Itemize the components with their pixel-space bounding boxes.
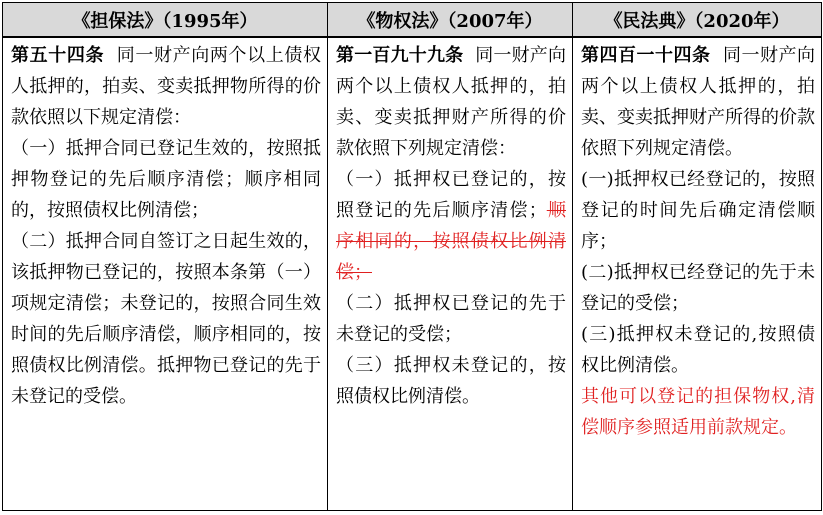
minfadian-added-paragraph: 其他可以登记的担保物权,清偿顺序参照适用前款规定。	[581, 386, 815, 438]
header-minfadian: 《民法典》（2020年）	[573, 3, 822, 38]
law-comparison-table	[2, 2, 822, 511]
danbaofa-intro-text: 同一财产向两个以上债权人抵押的，拍卖、变卖抵押物所得的价款依照以下规定清偿：	[11, 45, 321, 128]
danbaofa-article-title: 第五十四条	[11, 45, 105, 66]
wuquanfa-article-title: 第一百九十九条	[336, 45, 464, 66]
danbaofa-intro	[11, 40, 321, 133]
cell-wuquanfa	[328, 37, 573, 511]
minfadian-item-3: (三)抵押权未登记的,按照债权比例清偿。	[581, 324, 815, 376]
comparison-page	[2, 2, 821, 511]
danbaofa-item-2: （二）抵押合同自签订之日起生效的，该抵押物已登记的，按照本条第（一）项规定清偿；未登记的，按照合同生效时间的先后顺序清偿，顺序相同的，按照债权比例清偿。抵押物已登记的先于未登记的受偿。	[11, 231, 321, 407]
wuquanfa-intro	[336, 40, 566, 164]
wuquanfa-item-1	[336, 164, 566, 288]
wuquanfa-item-2: （二）抵押权已登记的先于未登记的受偿；	[336, 293, 566, 345]
minfadian-item-2: (二)抵押权已经登记的先于未登记的受偿；	[581, 262, 815, 314]
content-row	[3, 37, 822, 511]
wuquanfa-item-1-kept: （一）抵押权已登记的，按照登记的先后顺序清偿；	[336, 169, 566, 221]
minfadian-intro-text: 同一财产向两个以上债权人抵押的，拍卖、变卖抵押财产所得的价款依照下列规定清偿。	[581, 45, 815, 159]
header-danbaofa: 《担保法》（1995年）	[3, 3, 328, 38]
wuquanfa-item-3: （三）抵押权未登记的，按照债权比例清偿。	[336, 355, 566, 407]
cell-danbaofa	[3, 37, 328, 511]
header-row	[3, 3, 822, 38]
cell-minfadian	[573, 37, 822, 511]
wuquanfa-intro-text: 同一财产向两个以上债权人抵押的，拍卖、变卖抵押财产所得的价款依照下列规定清偿：	[336, 45, 567, 159]
minfadian-article-title: 第四百一十四条	[581, 45, 711, 66]
minfadian-intro	[581, 40, 815, 164]
danbaofa-item-1: （一）抵押合同已登记生效的，按照抵押物登记的先后顺序清偿；顺序相同的，按照债权比例清偿；	[11, 138, 321, 221]
wuquanfa-item-1-struck: 顺序相同的，按照债权比例清偿；	[336, 200, 567, 283]
minfadian-item-1: (一)抵押权已经登记的，按照登记的时间先后确定清偿顺序；	[581, 169, 815, 252]
header-wuquanfa: 《物权法》（2007年）	[328, 3, 573, 38]
